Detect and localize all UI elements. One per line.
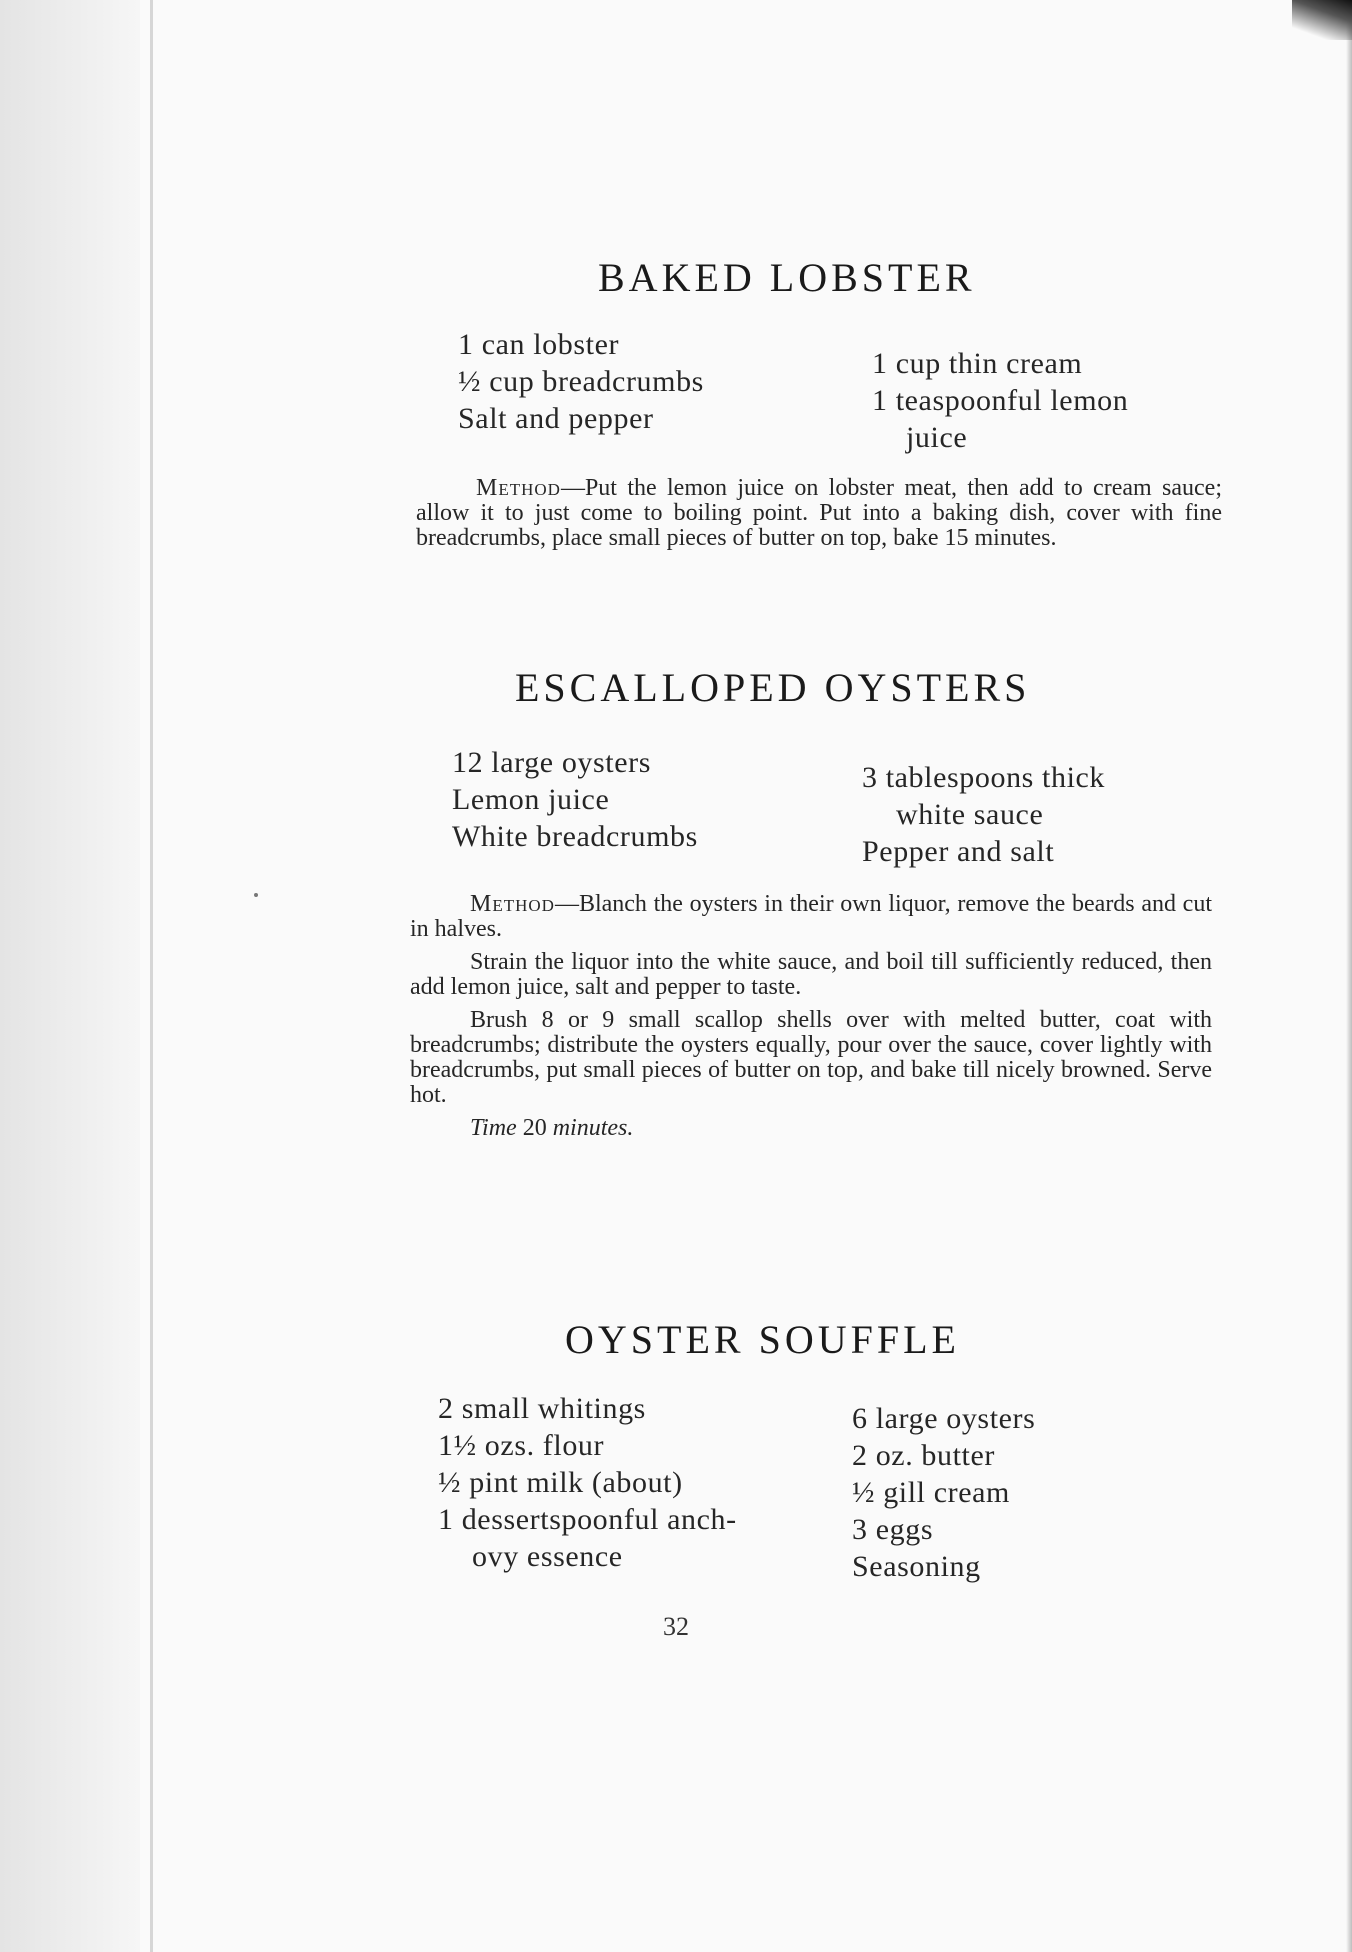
ingredient-item: 3 eggs — [852, 1513, 934, 1546]
oyster-souffle-title: OYSTER SOUFFLE — [565, 1317, 960, 1362]
ingredient-item: Pepper and salt — [862, 835, 1055, 868]
cooking-time — [410, 1116, 1212, 1141]
ingredient-item: 1 dessertspoonful anch- — [438, 1503, 737, 1536]
ingredient-item: 2 small whitings — [438, 1392, 646, 1425]
ingredient-item: 3 tablespoons thick — [862, 761, 1106, 794]
method-text: —Blanch the oysters in their own liquor, remove the beards and cut in halves. — [410, 891, 1212, 942]
ingredient-item: ½ pint milk (about) — [438, 1466, 683, 1499]
baked-lobster-title: BAKED LOBSTER — [598, 255, 976, 300]
ingredient-item: ½ gill cream — [852, 1476, 1010, 1509]
oyster-souffle-ingredients-right — [852, 1400, 1035, 1585]
baked-lobster-ingredients-right — [872, 345, 1128, 456]
ingredient-item: 1 teaspoonful lemon — [872, 384, 1129, 417]
ingredient-item: white sauce — [896, 798, 1044, 831]
method-paragraph: Brush 8 or 9 small scallop shells over with melted butter, coat with breadcrumbs; distribute the oysters equally, pour over the sauce, cover lightly with breadcrumbs, put small pieces of butter on top, and bake till nicely browned. Serve hot. — [410, 1007, 1212, 1108]
escalloped-oysters-ingredients-right — [862, 759, 1105, 870]
ingredient-item: Seasoning — [852, 1550, 981, 1583]
oyster-souffle-ingredients-left — [438, 1390, 737, 1575]
page-binding-edge — [150, 0, 153, 1952]
ingredient-item: Salt and pepper — [458, 402, 654, 435]
method-paragraph — [410, 892, 1212, 942]
ingredient-item: ½ cup breadcrumbs — [458, 365, 704, 398]
escalloped-oysters-ingredients-left — [452, 744, 698, 855]
time-unit: minutes. — [552, 1115, 634, 1141]
method-label: Method — [470, 891, 555, 917]
method-label: Method — [476, 475, 561, 501]
page-right-edge — [1346, 0, 1352, 1952]
method-paragraph — [416, 476, 1222, 551]
ingredient-item: 6 large oysters — [852, 1402, 1036, 1435]
baked-lobster-ingredients-left — [458, 326, 704, 437]
ingredient-item: White breadcrumbs — [452, 820, 698, 853]
ingredient-item: ovy essence — [472, 1540, 623, 1573]
ingredient-item: 1½ ozs. flour — [438, 1429, 605, 1462]
ingredient-item: 2 oz. butter — [852, 1439, 995, 1472]
baked-lobster-method — [416, 476, 1222, 559]
ingredient-item: 12 large oysters — [452, 746, 652, 779]
ingredient-item: 1 cup thin cream — [872, 347, 1083, 380]
method-text: —Put the lemon juice on lobster meat, then add to cream sauce; allow it to just come to boiling point. Put into a baking dish, cover with fine breadcrumbs, place small pieces of butter on top, bake 15 minutes. — [416, 475, 1222, 551]
time-label: Time — [470, 1115, 517, 1141]
page-binding-margin — [0, 0, 140, 1952]
ingredient-item: Lemon juice — [452, 783, 610, 816]
page-number: 32 — [663, 1612, 689, 1641]
time-value: 20 — [522, 1115, 547, 1141]
escalloped-oysters-method — [410, 892, 1212, 1149]
scan-speck — [254, 893, 258, 897]
scan-corner-shadow — [1292, 0, 1352, 40]
ingredient-item: juice — [906, 421, 968, 454]
escalloped-oysters-title: ESCALLOPED OYSTERS — [515, 665, 1031, 710]
ingredient-item: 1 can lobster — [458, 328, 620, 361]
method-paragraph: Strain the liquor into the white sauce, and boil till sufficiently reduced, then add lemon juice, salt and pepper to taste. — [410, 949, 1212, 1000]
